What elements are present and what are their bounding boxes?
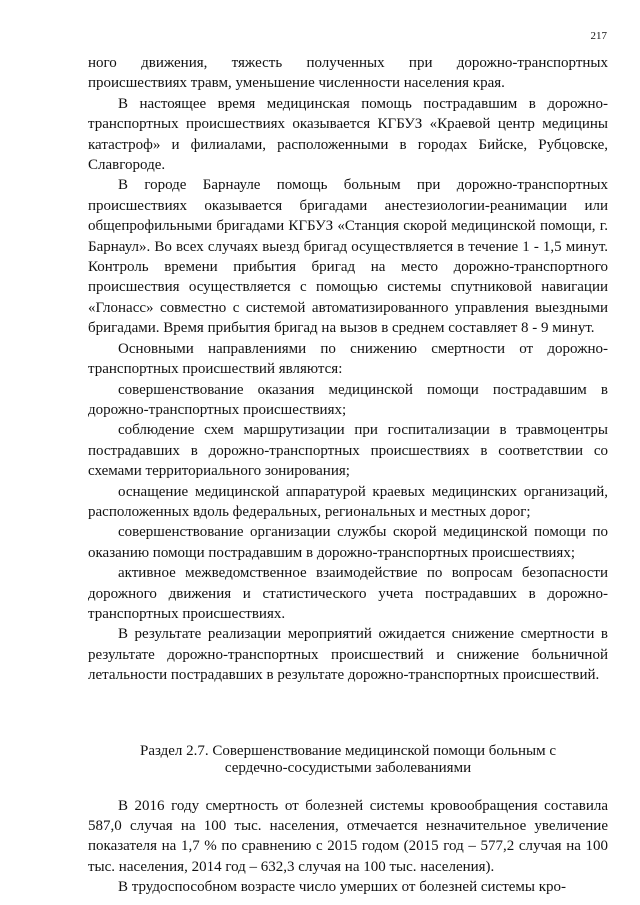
page-number: 217 bbox=[590, 30, 607, 42]
list-item: совершенствование оказания медицинской помощи пострадавшим в дорожно-транспортных происшествиях; bbox=[88, 381, 608, 418]
section-heading: Раздел 2.7. Совершенствование медицинской помощи больным с сердечно-сосудистыми заболеваниями bbox=[139, 742, 556, 776]
paragraph: В 2016 году смертность от болезней системы кровообращения составила 587,0 случая на 100 тыс. населения, отмечается незначительное увеличение показателя на 1,7 % по сравнению с 2015 годом (2015 год – 577,2 случая на 100 тыс. населения, 2014 год – 632,3 случая на 100 тыс. населения). bbox=[88, 797, 608, 875]
page-content bbox=[88, 53, 608, 898]
paragraph: В трудоспособном возрасте число умерших от болезней системы кро- bbox=[118, 879, 567, 896]
section-body bbox=[88, 796, 608, 898]
paragraph-continuation: ного движения, тяжесть полученных при дорожно-транспортных происшествиях травм, уменьшение численности населения края. bbox=[88, 55, 608, 92]
paragraph: В городе Барнауле помощь больным при дорожно-транспортных происшествиях оказывается бригадами анестезиологии-реанимации или общепрофильными бригадами КГБУЗ «Станция скорой медицинской помощи, г. Барнаул». Во всех случаях выезд бригад осуществляется в течение 1 - 1,5 минут. Контроль времени прибытия бригад на место дорожно-транспортного происшествия осуществляется с помощью системы спутниковой навигации «Глонасс» совместно с системой автоматизированного управления выездными бригадами. Время прибытия бригад на вызов в среднем составляет 8 - 9 минут. bbox=[88, 177, 608, 337]
paragraph: В настоящее время медицинская помощь пострадавшим в дорожно-транспортных происшествиях оказывается КГБУЗ «Краевой центр медицины катастроф» и филиалами, расположенными в городах Бийске, Рубцовске, Славгороде. bbox=[88, 95, 608, 174]
list-item: оснащение медицинской аппаратурой краевых медицинских организаций, расположенных вдоль федеральных, региональных и местных дорог; bbox=[88, 483, 608, 520]
list-item: совершенствование организации службы скорой медицинской помощи по оказанию помощи пострадавшим в дорожно-транспортных происшествиях; bbox=[88, 524, 608, 561]
list-item: соблюдение схем маршрутизации при госпитализации в травмоцентры пострадавших в дорожно-транспортных происшествиях в соответствии со схемами территориального зонирования; bbox=[88, 422, 608, 480]
paragraph: Основными направлениями по снижению смертности от дорожно-транспортных происшествий являются: bbox=[88, 340, 608, 378]
list-item: активное межведомственное взаимодействие по вопросам безопасности дорожного движения и статистического учета пострадавших в дорожно-транспортных происшествиях. bbox=[88, 565, 608, 622]
paragraph: В результате реализации мероприятий ожидается снижение смертности в результате дорожно-транспортных происшествий и снижение больничной летальности пострадавших в результате дорожно-транспортных происшествий. bbox=[88, 626, 608, 684]
body-text bbox=[88, 53, 608, 686]
